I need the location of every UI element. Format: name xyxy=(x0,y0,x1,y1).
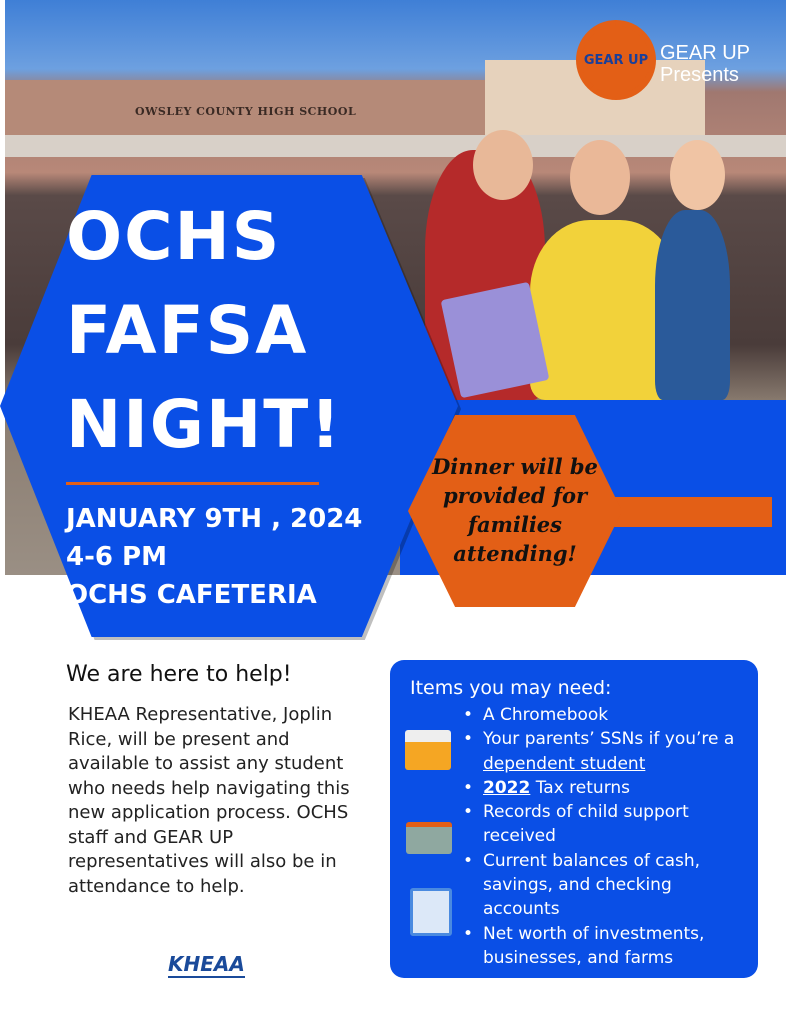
items-heading: Items you may need: xyxy=(410,677,612,699)
list-item: • Your parents’ SSNs if you’re a dependent student xyxy=(483,727,753,776)
event-time: 4-6 PM xyxy=(66,542,167,572)
items-box xyxy=(390,660,758,978)
event-title: OCHS FAFSA NIGHT! xyxy=(66,198,343,463)
list-item: • Records of child support received xyxy=(483,800,753,849)
gear-up-presents: GEAR UP Presents xyxy=(660,42,751,86)
event-date: JANUARY 9TH , 2024 xyxy=(66,504,363,534)
school-sign: OWSLEY COUNTY HIGH SCHOOL xyxy=(135,105,357,118)
id-card-icon xyxy=(406,822,452,854)
event-details xyxy=(66,500,362,614)
list-item: • A Chromebook xyxy=(483,703,753,727)
help-heading: We are here to help! xyxy=(66,662,292,687)
tax-form-icon xyxy=(410,888,452,936)
students-photo xyxy=(425,130,735,400)
list-item: • Net worth of investments, businesses, and farms xyxy=(483,922,753,971)
dinner-note: Dinner will be provided for families attending! xyxy=(432,454,598,566)
list-item: • 2022 Tax returns xyxy=(483,776,753,800)
help-body: KHEAA Representative, Joplin Rice, will be present and available to assist any student who needs help navigating this new application process. OCHS staff and GEAR UP representatives will also be in attendance to help. xyxy=(68,704,350,897)
dependent-student-link[interactable]: dependent student xyxy=(483,753,646,774)
list-item: • Current balances of cash, savings, and checking accounts xyxy=(483,849,753,922)
gear-up-logo: GEAR UP xyxy=(576,20,656,100)
kheaa-logo: KHEAA xyxy=(168,952,245,976)
documents-icon xyxy=(405,730,451,770)
event-location: OCHS CAFETERIA xyxy=(66,580,317,610)
items-list xyxy=(483,703,753,970)
divider xyxy=(66,482,319,485)
